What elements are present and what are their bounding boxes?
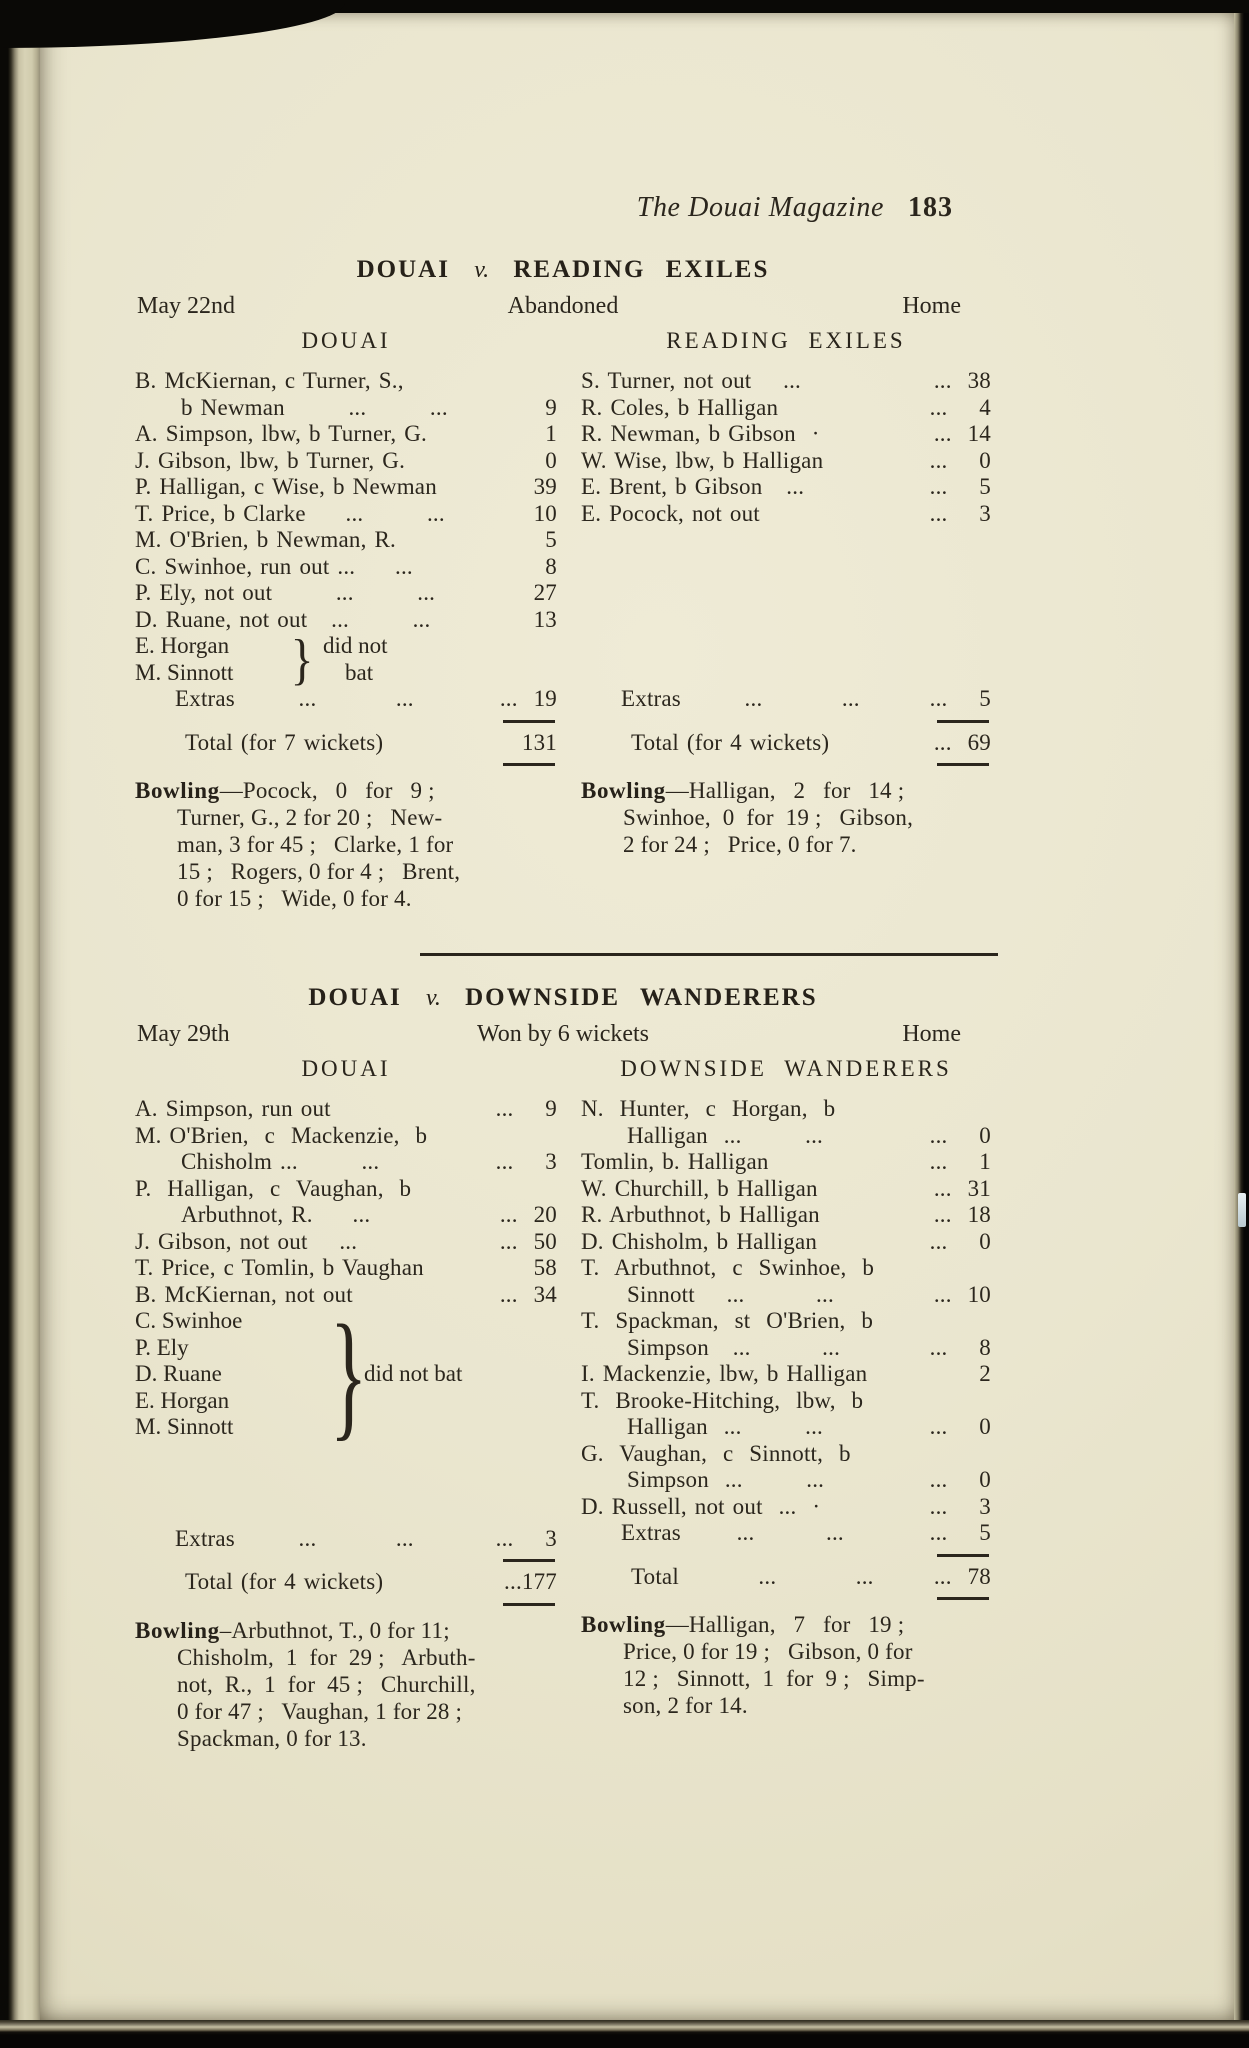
match-title: DOUAI v. DOWNSIDE WANDERERS — [308, 984, 818, 1011]
score-rule — [503, 1559, 555, 1562]
did-not-bat-label: did not bat — [323, 633, 388, 685]
brace-icon: } — [329, 1295, 368, 1454]
extras-row: Extras ... ... ... 19 — [175, 686, 557, 711]
batting-row: Simpson ... ... ... 8 — [627, 1334, 991, 1360]
spacer — [581, 527, 991, 686]
batting-row: W. Wise, lbw, b Halligan ... 0 — [581, 447, 991, 473]
batting-row: C. Swinhoe, run out ... ... 8 — [135, 553, 557, 579]
match-venue: Home — [902, 1021, 961, 1047]
section-divider — [420, 953, 998, 956]
batting-row: D. Chisholm, b Halligan ... 0 — [581, 1228, 991, 1254]
batting-row: N. Hunter, c Horgan, b — [581, 1096, 836, 1121]
batting-row: P. Halligan, c Wise, b Newman 39 — [135, 474, 557, 499]
match-result: Abandoned — [507, 293, 619, 319]
batting-row: A. Simpson, run out ... 9 — [135, 1096, 557, 1121]
total-row: Total ... ... ... 78 — [631, 1563, 991, 1589]
bowling-summary: Bowling—Halligan, 7 for 19 ; Price, 0 for 19 ; Gibson, 0 for 12 ; Sinnott, 1 for 9 ; Simp- son, 2 for 14. — [581, 1612, 925, 1718]
total-row: Total (for 7 wickets) 131 — [185, 729, 557, 755]
batting-row: R. Coles, b Halligan ... 4 — [581, 394, 991, 420]
bowling-summary: Bowling—Halligan, 2 for 14 ; Swinhoe, 0 for 19 ; Gibson, 2 for 24 ; Price, 0 for 7. — [581, 778, 914, 857]
batting-row: T. Spackman, st O'Brien, b — [581, 1308, 874, 1333]
batting-row: B. McKiernan, not out ... 34 — [135, 1281, 557, 1307]
scorecard-columns — [135, 322, 991, 912]
away-innings — [581, 1050, 991, 1752]
team-header: READING EXILES — [666, 328, 906, 353]
team-header: DOUAI — [301, 328, 391, 353]
extras-row: Extras ... ... ... 5 — [621, 1520, 991, 1545]
batting-row: S. Turner, not out ... ... 38 — [581, 368, 991, 393]
batting-row: T. Price, c Tomlin, b Vaughan 58 — [135, 1255, 557, 1280]
bowling-label: Bowling — [581, 778, 666, 803]
score-rule — [503, 1603, 555, 1606]
batting-row: D. Russell, not out ... · ... 3 — [581, 1493, 991, 1519]
batting-row: E. Brent, b Gibson ... ... 5 — [581, 474, 991, 499]
batting-row: I. Mackenzie, lbw, b Halligan 2 — [581, 1361, 991, 1386]
page-number: 183 — [908, 192, 953, 223]
batting-row: Tomlin, b. Halligan ... 1 — [581, 1149, 991, 1174]
batting-row: b Newman ... ... 9 — [181, 394, 557, 420]
magazine-title: The Douai Magazine — [636, 192, 884, 223]
book-spine-left-edge — [0, 0, 40, 2048]
batting-row: T. Brooke-Hitching, lbw, b — [581, 1387, 864, 1413]
match-title: DOUAI v. READING EXILES — [356, 256, 770, 283]
score-rule — [937, 763, 989, 766]
match-date: May 22nd — [137, 293, 235, 319]
batting-row: D. Ruane, not out ... ... 13 — [135, 606, 557, 632]
batting-row: Halligan ... ... ... 0 — [627, 1122, 991, 1148]
scorecard-columns — [135, 1050, 991, 1752]
extras-row: Extras ... ... ... 5 — [621, 686, 991, 711]
bowling-summary: Bowling–Arbuthnot, T., 0 for 11; Chisholm, 1 for 29 ; Arbuth- not, R., 1 for 45 ; Churchill, 0 for 47 ; Vaughan, 1 for 28 ; Spackman, 0 for 13. — [135, 1617, 476, 1751]
score-rule — [503, 763, 555, 766]
batting-row: Sinnott ... ... ... 10 — [627, 1281, 991, 1307]
match-venue: Home — [902, 293, 961, 319]
score-rule — [937, 1597, 989, 1600]
total-row: Total (for 4 wickets) ... 69 — [631, 729, 991, 755]
team-header: DOUAI — [301, 1056, 391, 1081]
batting-row: W. Churchill, b Halligan ... 31 — [581, 1175, 991, 1201]
match-meta — [135, 293, 991, 322]
batting-row: Chisholm ... ... ... 3 — [181, 1149, 557, 1174]
home-innings — [135, 1050, 557, 1752]
score-rule — [503, 720, 555, 723]
home-innings — [135, 322, 557, 912]
batting-row: T. Price, b Clarke ... ... 10 — [135, 500, 557, 526]
bowling-label: Bowling — [581, 1612, 666, 1637]
batting-row: J. Gibson, not out ... ... 50 — [135, 1228, 557, 1254]
batting-row: P. Ely, not out ... ... 27 — [135, 580, 557, 605]
page-edge-glint — [1238, 1193, 1246, 1227]
score-rule — [937, 720, 989, 723]
spacer — [135, 1441, 557, 1526]
match-2-section — [135, 984, 991, 1752]
did-not-bat-names: C. Swinhoe P. Ely D. Ruane E. Horgan M. Sinnott — [135, 1308, 243, 1439]
batting-row: Arbuthnot, R. ... ... 20 — [181, 1202, 557, 1227]
batting-row: Simpson ... ... ... 0 — [627, 1467, 991, 1492]
batting-row: T. Arbuthnot, c Swinhoe, b — [581, 1255, 875, 1280]
batting-row: A. Simpson, lbw, b Turner, G. 1 — [135, 421, 557, 446]
batting-row: P. Halligan, c Vaughan, b — [135, 1175, 412, 1201]
batting-row: R. Newman, b Gibson · ... 14 — [581, 421, 991, 446]
bowling-label: Bowling — [135, 778, 220, 803]
page-edge-right — [1234, 0, 1249, 2048]
batting-row: Halligan ... ... ... 0 — [627, 1414, 991, 1439]
batting-row: B. McKiernan, c Turner, S., — [135, 368, 404, 393]
brace-icon: } — [290, 628, 314, 691]
did-not-bat-group — [135, 628, 557, 691]
extras-row: Extras ... ... ... 3 — [175, 1525, 557, 1551]
batting-row: G. Vaughan, c Sinnott, b — [581, 1440, 851, 1466]
bowling-summary: Bowling—Pocock, 0 for 9 ; Turner, G., 2 for 20 ; New- man, 3 for 45 ; Clarke, 1 for 15 ; Rogers, 0 for 4 ; Brent, 0 for 15 ; Wide, 0 for 4. — [135, 778, 461, 911]
batting-row: E. Pocock, not out ... 3 — [581, 500, 991, 526]
match-1-section — [135, 256, 991, 912]
score-rule — [937, 1554, 989, 1557]
match-meta — [135, 1021, 991, 1050]
page-header — [637, 192, 953, 224]
batting-row: R. Arbuthnot, b Halligan ... 18 — [581, 1202, 991, 1227]
did-not-bat-names: E. Horgan M. Sinnott — [135, 633, 234, 685]
batting-row: M. O'Brien, c Mackenzie, b — [135, 1122, 428, 1148]
away-innings — [581, 322, 991, 912]
match-date: May 29th — [137, 1021, 230, 1047]
did-not-bat-label: did not bat — [364, 1361, 463, 1386]
bowling-label: Bowling — [135, 1617, 220, 1643]
team-header: DOWNSIDE WANDERERS — [620, 1056, 952, 1081]
page-edge-bottom — [0, 2020, 1249, 2048]
batting-row: M. O'Brien, b Newman, R. 5 — [135, 527, 557, 552]
total-row: Total (for 4 wickets) ...177 — [185, 1569, 557, 1594]
batting-row: J. Gibson, lbw, b Turner, G. 0 — [135, 447, 557, 473]
did-not-bat-group — [135, 1295, 557, 1454]
match-result: Won by 6 wickets — [476, 1021, 650, 1047]
